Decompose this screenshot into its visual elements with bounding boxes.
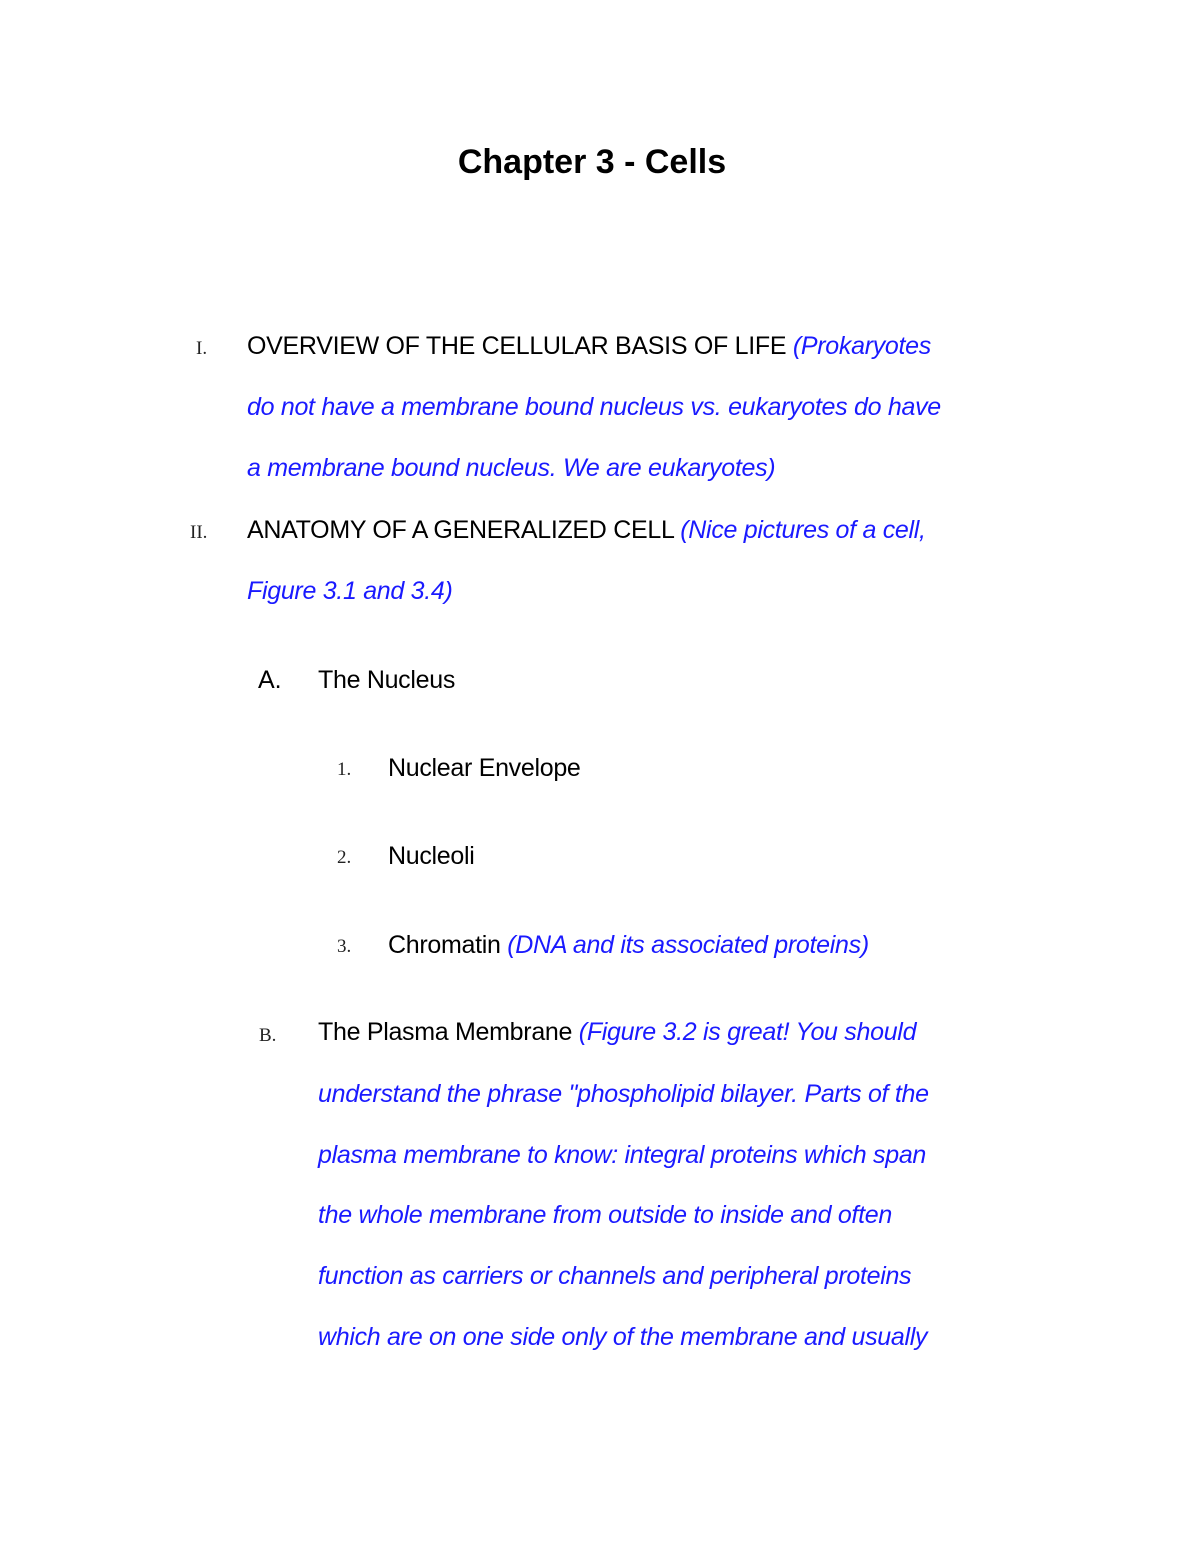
subsection-b-label: The Plasma Membrane	[318, 1018, 573, 1046]
page-title: Chapter 3 - Cells	[457, 143, 727, 181]
subsection-b-note-line-5: function as carriers or channels and peripheral proteins	[318, 1262, 912, 1290]
section-1-note-line-3: a membrane bound nucleus. We are eukaryotes)	[247, 454, 776, 482]
subsection-b-line-1	[318, 1002, 916, 1063]
section-2-note-line-1: (Nice pictures of a cell,	[680, 516, 926, 544]
nucleus-item-2	[388, 841, 475, 871]
section-1-marker: I.	[196, 338, 208, 359]
nucleus-item-3-marker: 3.	[337, 936, 352, 957]
nucleus-item-3-label: Chromatin	[388, 931, 501, 959]
nucleus-item-2-marker: 2.	[337, 847, 352, 868]
subsection-b-note-line-1: (Figure 3.2 is great! You should	[578, 1018, 917, 1046]
subsection-a-marker: A.	[258, 666, 282, 694]
nucleus-item-1-label: Nuclear Envelope	[388, 754, 581, 782]
subsection-b-note-line-6: which are on one side only of the membrane and usually	[318, 1323, 928, 1351]
section-1-heading: OVERVIEW OF THE CELLULAR BASIS OF LIFE	[247, 332, 787, 360]
subsection-b-marker: B.	[259, 1025, 277, 1046]
subsection-b-note-line-3: plasma membrane to know: integral proteins which span	[318, 1141, 927, 1169]
section-2-line-1	[247, 500, 926, 561]
section-2-note-line-2: Figure 3.1 and 3.4)	[247, 577, 453, 605]
nucleus-item-1-marker: 1.	[337, 759, 352, 780]
section-1-note-line-2: do not have a membrane bound nucleus vs. eukaryotes do have	[247, 393, 941, 421]
section-1-note-line-1: (Prokaryotes	[792, 332, 931, 360]
section-1-line-1	[247, 316, 931, 377]
subsection-b-note-line-4: the whole membrane from outside to inside and often	[318, 1201, 892, 1229]
subsection-b-note-line-2: understand the phrase "phospholipid bilayer. Parts of the	[318, 1080, 929, 1108]
nucleus-item-2-label: Nucleoli	[388, 842, 475, 870]
section-2-marker: II.	[190, 522, 208, 543]
section-2-heading: ANATOMY OF A GENERALIZED CELL	[247, 516, 674, 544]
nucleus-item-3	[388, 930, 869, 960]
subsection-a-label: The Nucleus	[318, 666, 456, 694]
nucleus-item-3-note: (DNA and its associated proteins)	[507, 931, 869, 959]
nucleus-item-1	[388, 753, 581, 783]
